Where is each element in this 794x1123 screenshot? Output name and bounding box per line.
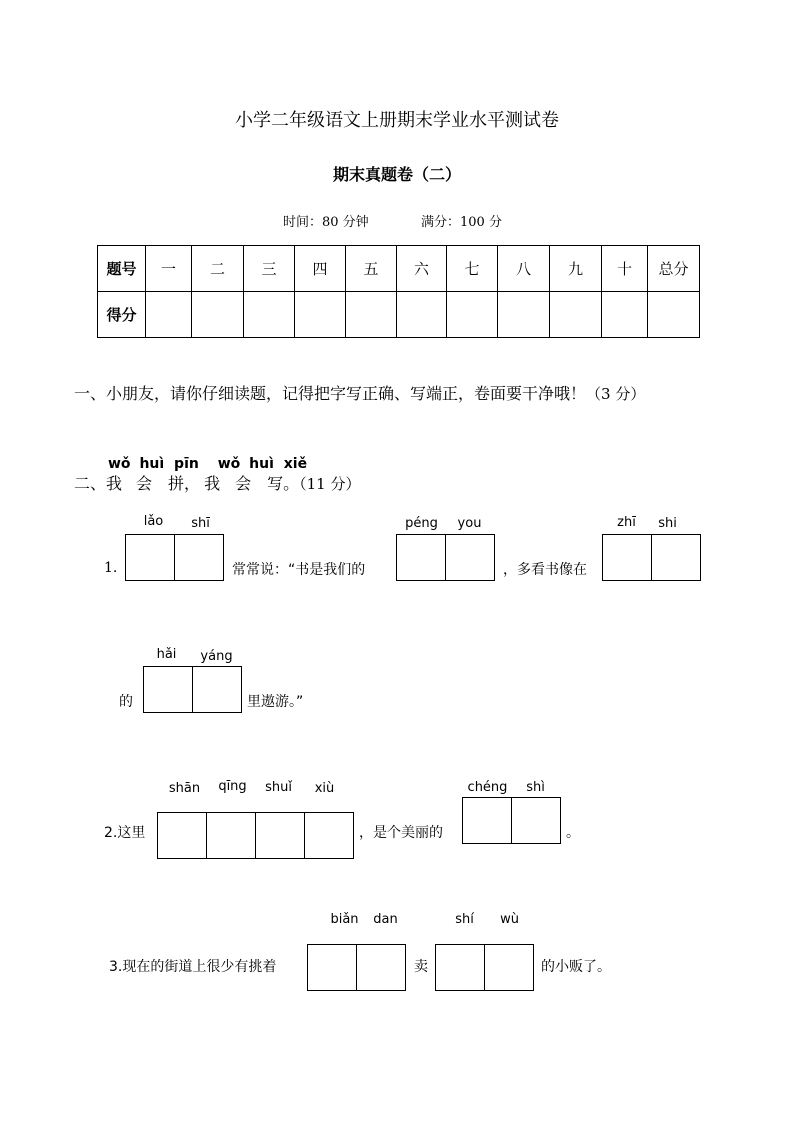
section-2-points: （11 分）	[299, 475, 361, 493]
exam-time: 时间：80 分钟	[283, 215, 369, 230]
score-header-cell: 十	[602, 246, 648, 292]
hanzi: 我	[106, 474, 123, 493]
char-box[interactable]	[435, 944, 485, 991]
score-input-cell[interactable]	[648, 292, 700, 338]
hanzi: 会	[235, 474, 252, 493]
pinyin: dan	[373, 912, 398, 927]
score-header-cell: 九	[550, 246, 602, 292]
score-input-cell[interactable]	[295, 292, 346, 338]
score-input-cell[interactable]	[192, 292, 244, 338]
q2-answer-b[interactable]	[462, 797, 560, 844]
score-input-cell[interactable]	[447, 292, 498, 338]
char-box[interactable]	[462, 797, 512, 844]
pinyin: shi	[658, 516, 677, 531]
pinyin: chéng	[467, 780, 508, 795]
pinyin: shì	[526, 780, 545, 795]
pinyin: qīng	[218, 779, 247, 794]
score-input-cell[interactable]	[498, 292, 550, 338]
char-box[interactable]	[255, 812, 305, 859]
score-header-cell: 三	[244, 246, 295, 292]
char-box[interactable]	[174, 534, 224, 581]
score-input-cell[interactable]	[244, 292, 295, 338]
score-header-cell: 一	[146, 246, 192, 292]
section-2-prefix: 二、	[74, 474, 107, 493]
pinyin: shān	[168, 781, 201, 796]
q2-answer-a[interactable]	[157, 812, 353, 859]
score-header-cell: 五	[346, 246, 397, 292]
char-box[interactable]	[602, 534, 652, 581]
section-1-text: 一、小朋友，请你仔细读题，记得把字写正确、写端正，卷面要干净哦！	[74, 384, 587, 403]
char-box[interactable]	[651, 534, 701, 581]
score-header-cell: 题号	[98, 246, 146, 292]
hanzi: 我	[204, 474, 221, 493]
pinyin: yáng	[200, 649, 233, 664]
pinyin: huì	[139, 456, 165, 472]
score-header-cell: 总分	[648, 246, 700, 292]
section-2-heading	[74, 471, 360, 494]
q3-text-b: 的小贩了。	[541, 959, 611, 975]
char-box[interactable]	[396, 534, 446, 581]
pinyin: hǎi	[156, 647, 177, 662]
q2-prefix: 2.这里	[104, 825, 146, 841]
pinyin: biǎn	[330, 912, 359, 927]
score-row-label: 得分	[98, 292, 146, 338]
q1-text-d-prefix: 的	[119, 694, 133, 710]
pinyin: shuǐ	[265, 780, 292, 795]
pinyin: wǒ	[217, 456, 241, 472]
page-title: 小学二年级语文上册期末学业水平测试卷	[235, 110, 559, 131]
pinyin: lǎo	[143, 514, 164, 529]
char-box[interactable]	[304, 812, 354, 859]
pinyin: shī	[191, 516, 210, 531]
full-score: 满分：100 分	[421, 215, 502, 230]
q3-answer-b[interactable]	[435, 944, 533, 991]
q1-answer-b[interactable]	[396, 534, 494, 581]
char-box[interactable]	[356, 944, 406, 991]
q1-text-a: 常常说：“书是我们的	[232, 562, 366, 578]
char-box[interactable]	[143, 666, 193, 713]
char-box[interactable]	[157, 812, 207, 859]
score-input-cell[interactable]	[550, 292, 602, 338]
pinyin: xiě	[283, 456, 308, 472]
score-input-cell[interactable]	[602, 292, 648, 338]
char-box[interactable]	[445, 534, 495, 581]
char-box[interactable]	[192, 666, 242, 713]
q1-text-b: ，多看书像在	[503, 562, 587, 578]
char-box[interactable]	[125, 534, 175, 581]
char-box[interactable]	[307, 944, 357, 991]
q3-text-a: 卖	[414, 959, 428, 975]
score-header-cell: 七	[447, 246, 498, 292]
hanzi: 会	[136, 474, 153, 493]
q2-text-a: ，是个美丽的	[359, 825, 443, 841]
score-input-cell[interactable]	[146, 292, 192, 338]
section-2-pinyin	[108, 456, 307, 472]
pinyin: xiù	[314, 781, 335, 796]
char-box[interactable]	[484, 944, 534, 991]
score-header-cell: 四	[295, 246, 346, 292]
q2-text-b: 。	[566, 825, 580, 841]
pinyin: shí	[455, 912, 474, 927]
q3-answer-a[interactable]	[307, 944, 405, 991]
score-header-cell: 六	[397, 246, 447, 292]
pinyin: huì	[249, 456, 274, 472]
q1-answer-c[interactable]	[602, 534, 700, 581]
q1-answer-a[interactable]	[125, 534, 223, 581]
pinyin: you	[457, 516, 482, 531]
char-box[interactable]	[511, 797, 561, 844]
score-header-cell: 八	[498, 246, 550, 292]
section-1-points: （3 分）	[586, 385, 646, 403]
pinyin: pīn	[174, 456, 199, 472]
score-header-cell: 二	[192, 246, 244, 292]
q1-text-d-suffix: 里遨游。”	[247, 694, 304, 710]
score-input-cell[interactable]	[346, 292, 397, 338]
hanzi: 拼，	[168, 474, 201, 493]
hanzi: 写。	[267, 474, 300, 493]
question-1-number: 1.	[104, 560, 118, 576]
pinyin: zhī	[617, 515, 636, 530]
score-table	[97, 245, 700, 338]
score-input-cell[interactable]	[397, 292, 447, 338]
pinyin: wǒ	[108, 456, 131, 472]
q3-prefix: 3.现在的街道上很少有挑着	[109, 959, 277, 975]
page-subtitle: 期末真题卷（二）	[332, 165, 461, 184]
char-box[interactable]	[206, 812, 256, 859]
section-1-heading	[74, 381, 645, 404]
pinyin: wù	[500, 912, 519, 927]
pinyin: péng	[405, 516, 438, 531]
q1-answer-d[interactable]	[143, 666, 241, 713]
